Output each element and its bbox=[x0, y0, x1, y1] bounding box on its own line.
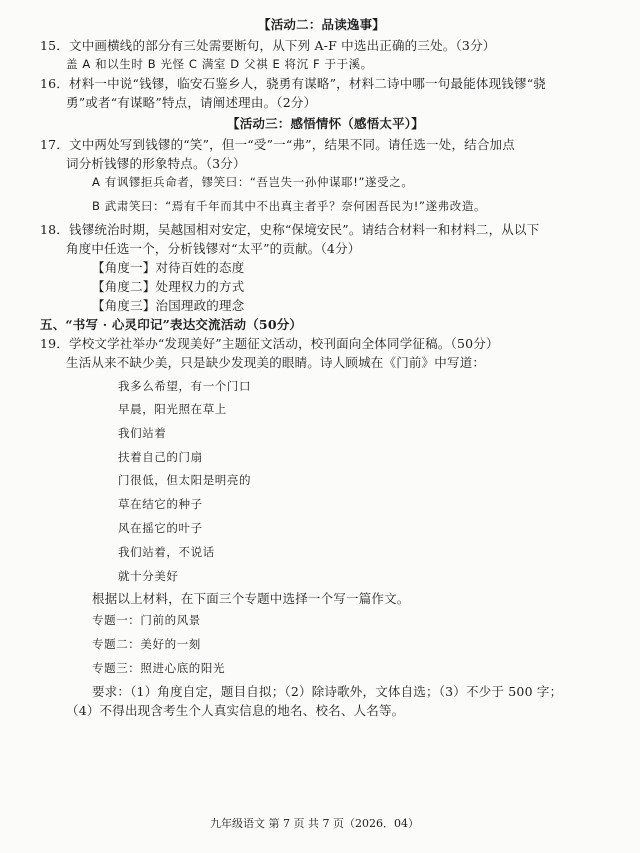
q18-angle-2: 【角度二】处理权力的方式 bbox=[92, 279, 245, 294]
poem-line-2: 早晨，阳光照在草上 bbox=[118, 402, 227, 416]
q18-line1: 18．钱镠统治时期，吴越国相对安定，史称“保境安民”。请结合材料一和材料二，从以下 bbox=[40, 222, 540, 237]
q15-line1: 15．文中画横线的部分有三处需要断句，从下列 A-F 中选出正确的三处。（3分） bbox=[40, 38, 496, 53]
poem-line-1: 我多么希望，有一个门口 bbox=[118, 379, 252, 393]
q19-instruction: 根据以上材料，在下面三个专题中选择一个写一篇作文。 bbox=[92, 591, 410, 606]
q18-angle-3: 【角度三】治国理政的理念 bbox=[92, 298, 245, 313]
section5-title: 五、“书写 · 心灵印记”表达交流活动（50分） bbox=[40, 317, 303, 332]
activity3-title: 【活动三：感悟情怀（感悟太平）】 bbox=[227, 116, 424, 131]
topic-2: 专题二：美好的一刻 bbox=[92, 637, 201, 651]
poem-line-4: 扶着自己的门扇 bbox=[118, 450, 203, 464]
poem-line-3: 我们站着 bbox=[118, 426, 167, 440]
activity2-title: 【活动二：品读逸事】 bbox=[258, 17, 386, 32]
poem-line-5: 门很低，但太阳是明亮的 bbox=[118, 473, 252, 487]
poem-line-6: 草在结它的种子 bbox=[118, 497, 203, 511]
poem-line-7: 风在摇它的叶子 bbox=[118, 521, 203, 535]
q17-option-a: A 有讽镠拒兵命者，镠笑曰：“吾岂失一孙仲谋耶!”遂受之。 bbox=[92, 175, 414, 189]
q16-line1: 16．材料一中说“钱镠，临安石鉴乡人，骁勇有谋略”，材料二诗中哪一句最能体现钱镠“骁 bbox=[40, 76, 546, 91]
q19-line2: 生活从来不缺少美，只是缺少发现美的眼睛。诗人顾城在《门前》中写道： bbox=[66, 355, 486, 370]
q19-line1: 19．学校文学社举办“发现美好”主题征文活动，校刊面向全体同学征稿。（50分） bbox=[40, 336, 499, 351]
q18-angle-1: 【角度一】对待百姓的态度 bbox=[92, 260, 245, 275]
q17-line1: 17．文中两处写到钱镠的“笑”，但一“受”一“弗”，结果不同。请任选一处，结合加点 bbox=[40, 137, 515, 152]
poem-line-9: 就十分美好 bbox=[118, 569, 179, 583]
q18-line2: 角度中任选一个，分析钱镠对“太平”的贡献。（4分） bbox=[66, 241, 361, 256]
q19-requirements-1: 要求：（1）角度自定，题目自拟；（2）除诗歌外，文体自选；（3）不少于 500 字； bbox=[92, 684, 563, 699]
q19-requirements-2: （4）不得出现含考生个人真实信息的地名、校名、人名等。 bbox=[66, 703, 405, 718]
q15-line2: 盖 A 和以生时 B 光怪 C 满室 D 父祺 E 将沉 F 于于溪。 bbox=[66, 57, 373, 71]
topic-3: 专题三：照进心底的阳光 bbox=[92, 661, 226, 675]
poem-line-8: 我们站着，不说话 bbox=[118, 545, 215, 559]
topic-1: 专题一：门前的风景 bbox=[92, 613, 201, 627]
q16-line2: 勇”或者“有谋略”特点，请阐述理由。（2分） bbox=[66, 95, 317, 110]
page-footer: 九年级语文 第 7 页 共 7 页（2026．04） bbox=[210, 817, 419, 830]
q17-option-b: B 武肃笑曰：“焉有千年而其中不出真主者乎？奈何困吾民为!”遂弗改造。 bbox=[92, 199, 487, 213]
q17-line2: 词分析钱镠的形象特点。（3分） bbox=[66, 156, 246, 171]
